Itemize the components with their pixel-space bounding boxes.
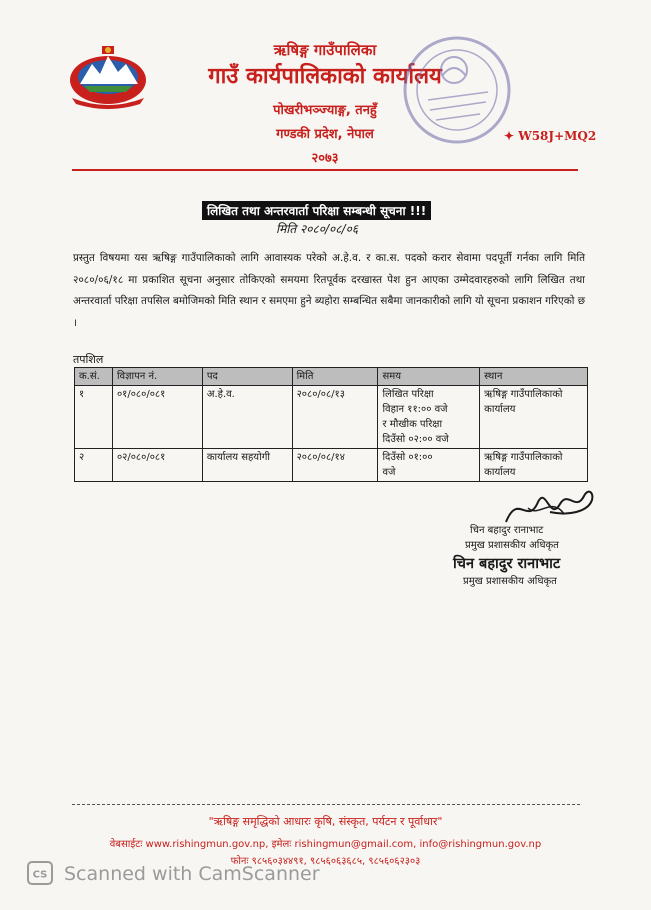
table-row [75, 449, 588, 482]
municipality-name: ऋषिङ्ग गाउँपालिका [273, 41, 377, 59]
footer-motto: "ऋषिङ्ग समृद्धिको आधारः कृषि, संस्कृत, पर्यटन र पूर्वाधार" [208, 815, 443, 828]
col-venue: स्थान [480, 368, 588, 386]
office-address: पोखरीभञ्ज्याङ्ग, तनहुँ [273, 103, 377, 118]
office-seal-icon [392, 30, 522, 150]
schedule-table [74, 367, 588, 482]
cell-venue: ऋषिङ्ग गाउँपालिकाको कार्यालय [480, 449, 588, 482]
signatory-title-small: प्रमुख प्रशासकीय अधिकृत [465, 540, 559, 551]
scanner-watermark-text: Scanned with CamScanner [64, 863, 320, 885]
time-line: लिखित परिक्षा [382, 389, 434, 400]
time-line: र मौखीक परिक्षा [382, 419, 443, 430]
notice-date: मिति २०८०/०८/०६ [276, 222, 359, 236]
camscanner-logo-icon [27, 861, 53, 885]
cell-ad-number: ०१/०८०/०८१ [112, 386, 202, 449]
office-name: गाउँ कार्यपालिकाको कार्यालय [208, 64, 442, 89]
cell-serial: २ [75, 449, 113, 482]
established-year: २०७३ [311, 151, 339, 166]
table-header-row [75, 368, 588, 386]
location-plus-code: ✦ W58J+MQ2 [504, 129, 597, 143]
time-line: दिउँसो ०१:०० [382, 452, 433, 463]
cell-date: २०८०/०८/१४ [292, 449, 378, 482]
time-line: वजे [382, 467, 396, 478]
col-serial: क.सं. [75, 368, 113, 386]
cell-time [378, 449, 480, 482]
cell-ad-number: ०२/०८०/०८१ [112, 449, 202, 482]
schedule-label: तपशिल [73, 353, 104, 366]
signatory-name-stamp: चिन बहादुर रानाभाट [453, 556, 561, 572]
signatory-name-small: चिन बहादुर रानाभाट [470, 525, 544, 536]
signatory-title-stamp: प्रमुख प्रशासकीय अधिकृत [463, 576, 557, 587]
cell-serial: १ [75, 386, 113, 449]
col-ad-number: विज्ञापन नं. [112, 368, 202, 386]
footer-contact-phone: फोनः ९८५६०३४४९१, ९८५६०६३६८५, ९८५६०६२३०३ [230, 856, 421, 867]
col-post: पद [202, 368, 292, 386]
notice-title: लिखित तथा अन्तरवार्ता परिक्षा सम्बन्धी सूचना !!! [202, 201, 431, 220]
cell-post: कार्यालय सहयोगी [202, 449, 292, 482]
cell-date: २०८०/०८/१३ [292, 386, 378, 449]
col-time: समय [378, 368, 480, 386]
cell-venue: ऋषिङ्ग गाउँपालिकाको कार्यालय [480, 386, 588, 449]
camscanner-logo-letters: CS [32, 869, 48, 881]
cell-time [378, 386, 480, 449]
cell-post: अ.हे.व. [202, 386, 292, 449]
time-line: विहान ११:०० वजे [382, 404, 448, 415]
province-country: गण्डकी प्रदेश, नेपाल [276, 127, 374, 142]
notice-body: प्रस्तुत विषयमा यस ऋषिङ्ग गाउँपालिकाको लागि आवास्यक परेको अ.हे.व. र का.स. पदको करार सेवामा पदपूर्ती गर्नका लागि मिति २०८०/०६/१८ मा प्रकाशित सूचना अनुसार तोकिएको समयमा रितपूर्वक दरखास्त पेश हुन आएका उम्मेदवारहरुको लागि लिखित तथा अन्तरवार्ता परिक्षा तपसिल बमोजिमको मिति स्थान र समएमा हुने ब्यहोरा सम्बन्धित सबैमा जानकारीको लागि यो सूचना प्रकाशन गरिएको छ । [73, 252, 585, 329]
time-line: दिउँसो ०२:०० वजे [382, 434, 449, 445]
header-divider [72, 169, 578, 171]
footer-divider [72, 804, 580, 805]
col-date: मिति [292, 368, 378, 386]
table-row [75, 386, 588, 449]
nepal-emblem-icon [66, 44, 150, 110]
footer-contact-web: वेबसाईटः www.rishingmun.gov.np, इमेलः rishingmun@gmail.com, info@rishingmun.gov.np [109, 839, 542, 850]
